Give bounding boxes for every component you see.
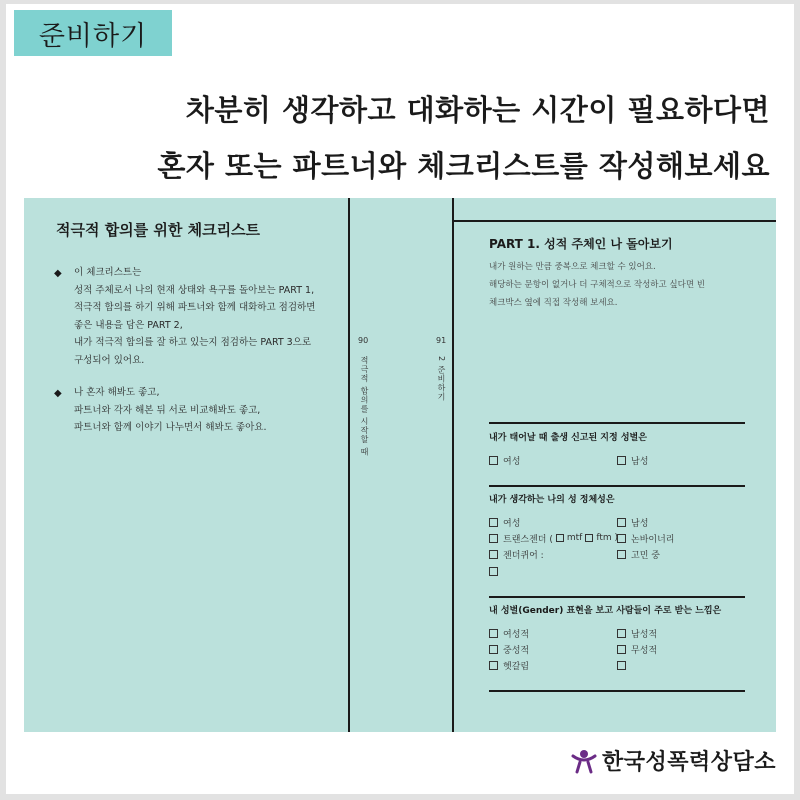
bullet-diamond-icon: ◆: [54, 268, 62, 279]
option-label: 헷갈림: [503, 661, 530, 672]
option-label: 중성적: [503, 645, 530, 656]
option-label: 남성: [631, 456, 649, 467]
intro-paragraph-1: [74, 264, 315, 369]
option-label: 젠더퀴어 :: [503, 550, 544, 561]
option-label: 여성: [503, 456, 521, 467]
checkbox-mtf[interactable]: [556, 534, 564, 542]
running-head-right: 2 준비하기: [437, 356, 446, 402]
paragraph-line: 성적 주체로서 나의 현재 상태와 욕구를 돌아보는 PART 1,: [74, 284, 315, 296]
paragraph-line: 파트너와 각자 해본 뒤 서로 비교해봐도 좋고,: [74, 404, 261, 416]
checkbox[interactable]: [617, 518, 626, 527]
organization-name: 한국성폭력상담소: [601, 750, 776, 775]
option-label: 무성적: [631, 645, 658, 656]
checkbox[interactable]: [489, 645, 498, 654]
right-page-edge-line: [452, 198, 454, 732]
checkbox[interactable]: [617, 456, 626, 465]
section-3-rule: [489, 596, 745, 598]
section-1-title: 내가 태어날 때 출생 신고된 지정 성별은: [489, 433, 647, 443]
section-3-title: 내 성별(Gender) 표현을 보고 사람들이 주로 받는 느낌은: [489, 606, 722, 616]
option-female-birth[interactable]: [489, 454, 520, 466]
paragraph-line: 구성되어 있어요.: [74, 354, 145, 366]
option-label: 여성적: [503, 629, 530, 640]
section-3-bottom-rule: [489, 690, 745, 692]
section-2-title: 내가 생각하는 나의 성 정체성은: [489, 495, 615, 505]
option-blank-identity[interactable]: [489, 565, 503, 577]
top-rule-line: [452, 220, 776, 222]
page-number-left: 90: [358, 336, 369, 345]
option-male-identity[interactable]: [617, 516, 648, 528]
checkbox[interactable]: [489, 661, 498, 670]
option-label: 트랜스젠더 (: [503, 534, 553, 545]
option-blank-expression[interactable]: [617, 659, 631, 671]
option-label: 남성적: [631, 629, 658, 640]
option-nonbinary[interactable]: [617, 532, 674, 544]
paragraph-line: 나 혼자 해봐도 좋고,: [74, 387, 160, 398]
headline-line-2: 혼자 또는 파트너와 체크리스트를 작성해보세요: [157, 149, 770, 183]
part-1-title: PART 1. 성적 주체인 나 돌아보기: [489, 237, 673, 251]
bullet-diamond-icon: ◆: [54, 388, 62, 399]
option-confusing[interactable]: [489, 659, 529, 671]
organization-logo: [570, 745, 776, 776]
part-1-description: [489, 258, 705, 312]
checkbox[interactable]: [489, 534, 498, 543]
option-label: 고민 중: [631, 550, 660, 561]
left-page-edge-line: [348, 198, 350, 732]
category-tag: [14, 10, 172, 56]
checkbox[interactable]: [617, 629, 626, 638]
checkbox-ftm[interactable]: [585, 534, 593, 542]
person-figure-icon: [570, 748, 598, 774]
option-label: 논바이너리: [631, 534, 675, 545]
paragraph-line: 이 체크리스트는: [74, 267, 142, 278]
option-androgynous[interactable]: [489, 643, 529, 655]
category-tag-label: 준비하기: [38, 20, 148, 52]
checkbox[interactable]: [489, 550, 498, 559]
checkbox[interactable]: [617, 661, 626, 670]
paragraph-line: 적극적 합의를 하기 위해 파트너와 함께 대화하고 점검하면: [74, 302, 316, 313]
option-label-mtf: mtf: [566, 533, 583, 543]
running-head-left: 적극적 합의를 시작할 때: [360, 356, 369, 457]
checkbox[interactable]: [489, 629, 498, 638]
checkbox[interactable]: [489, 567, 498, 576]
checkbox[interactable]: [489, 456, 498, 465]
option-questioning[interactable]: [617, 548, 660, 560]
option-label-ftm: ftm ): [596, 533, 618, 543]
checkbox[interactable]: [617, 550, 626, 559]
checkbox[interactable]: [489, 518, 498, 527]
option-label: 남성: [631, 518, 649, 529]
paragraph-line: 좋은 내용을 담은 PART 2,: [74, 319, 183, 331]
section-2-rule: [489, 485, 745, 487]
option-agender[interactable]: [617, 643, 657, 655]
option-transgender[interactable]: [489, 532, 618, 544]
description-line: 해당하는 문항이 없거나 더 구체적으로 작성하고 싶다면 빈: [489, 280, 705, 290]
paragraph-line: 내가 적극적 합의를 잘 하고 있는지 점검하는 PART 3으로: [74, 337, 312, 348]
description-line: 내가 원하는 만큼 중복으로 체크할 수 있어요.: [489, 262, 656, 272]
section-1-rule: [489, 422, 745, 424]
checklist-title: 적극적 합의를 위한 체크리스트: [56, 221, 261, 239]
checkbox[interactable]: [617, 534, 626, 543]
page-number-right: 91: [436, 336, 447, 345]
paragraph-line: 파트너와 함께 이야기 나누면서 해봐도 좋아요.: [74, 422, 267, 433]
option-male-birth[interactable]: [617, 454, 648, 466]
option-genderqueer[interactable]: [489, 548, 544, 560]
checkbox[interactable]: [617, 645, 626, 654]
intro-paragraph-2: [74, 384, 266, 437]
option-feminine[interactable]: [489, 627, 529, 639]
option-label: 여성: [503, 518, 521, 529]
option-female-identity[interactable]: [489, 516, 520, 528]
headline-line-1: 차분히 생각하고 대화하는 시간이 필요하다면: [185, 93, 770, 127]
book-spread-image: [24, 198, 776, 732]
description-line: 체크박스 옆에 직접 작성해 보세요.: [489, 298, 618, 308]
option-masculine[interactable]: [617, 627, 657, 639]
